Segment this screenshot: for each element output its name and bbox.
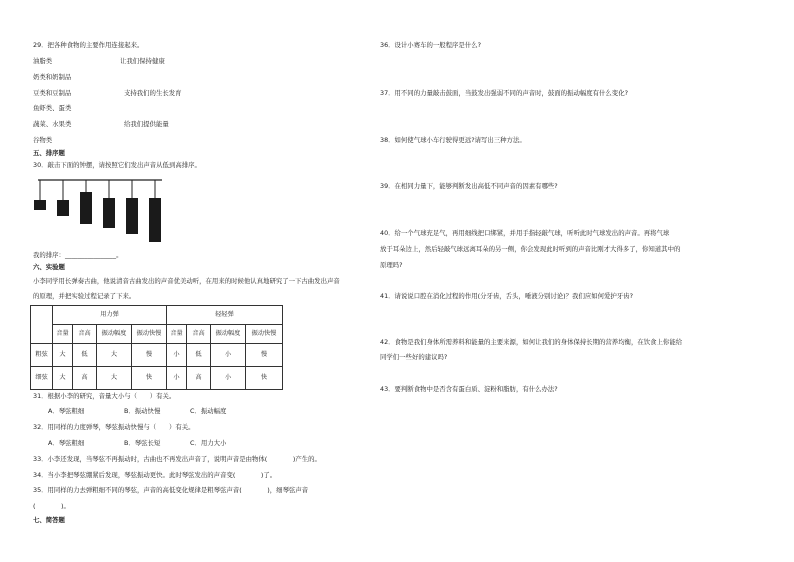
question-40-cont: 原理吗?	[380, 261, 403, 269]
column-header: 振动幅度	[211, 325, 246, 344]
section-5-heading: 五、排序题	[33, 149, 65, 157]
table-cell: 高	[187, 367, 211, 390]
food-item: 蔬菜、水果类	[33, 120, 72, 128]
group-header: 轻轻弹	[167, 306, 283, 325]
table-cell: 大	[97, 367, 132, 390]
option-a: A．琴弦粗细	[48, 407, 85, 415]
question-41: 41．请说说口腔在消化过程的作用(分牙齿，舌头，唾液分别讨论)？我们应如何爱护牙齿?	[380, 292, 633, 300]
table-cell: 慢	[246, 344, 283, 367]
table-cell: 快	[246, 367, 283, 390]
food-item: 豆类和豆制品	[33, 89, 72, 97]
option-c: C．用力大小	[190, 439, 227, 447]
table-row	[31, 344, 283, 367]
question-37: 37．用不同的力量敲击鼓面，当鼓发出强弱不同的声音时，鼓面的振动幅度有什么变化?	[380, 89, 628, 97]
question-32: 32．用同样的力度弹琴，琴弦振动快慢与（ ）有关。	[33, 423, 195, 431]
food-item: 奶类和奶制品	[33, 73, 72, 81]
table-corner-cell	[31, 306, 53, 344]
question-42: 42．食物是我们身体所需养料和能量的主要来源，如何让我们的身体保持长期的营养均衡，在饮食上你能给	[380, 338, 683, 346]
row-label: 细弦	[31, 367, 53, 390]
food-function: 给我们提供能量	[124, 120, 169, 128]
table-cell: 小	[211, 367, 246, 390]
column-header: 振动幅度	[97, 325, 132, 344]
table-cell: 慢	[132, 344, 167, 367]
table-cell: 小	[167, 367, 187, 390]
column-header: 音高	[73, 325, 97, 344]
option-a: A．琴弦粗细	[48, 439, 85, 447]
question-35-cont: ( )。	[33, 502, 70, 510]
option-b: B．琴弦长短	[124, 439, 161, 447]
my-order-line: 我的排序：________________。	[33, 251, 123, 259]
pendulum-chimes-figure	[30, 176, 170, 246]
food-item: 油脂类	[33, 57, 53, 65]
option-c: C．振动幅度	[190, 407, 227, 415]
question-38: 38．如何使气球小车行驶得更远?请写出三种方法。	[380, 136, 526, 144]
question-36: 36．设计小赛车的一般程序是什么?	[380, 41, 481, 49]
section-7-heading: 七、简答题	[33, 516, 65, 524]
experiment-text: 的原理，并把实验过程记录了下来。	[33, 292, 136, 300]
table-cell: 大	[53, 367, 73, 390]
question-39: 39．在相同力量下，能够判断发出高低不同声音的因素有哪些?	[380, 182, 558, 190]
option-b: B．振动快慢	[124, 407, 161, 415]
table-cell: 快	[132, 367, 167, 390]
food-item: 谷物类	[33, 136, 53, 144]
table-cell: 小	[167, 344, 187, 367]
question-40: 40．给一个气球充足气，再用细线把口绑紧，并用手指轻敲气球，听听此时气球发出的声音。再将气球	[380, 229, 670, 237]
question-30: 30．敲击下面的钟摆，请按照它们发出声音从低到高排序。	[33, 161, 201, 169]
table-cell: 大	[53, 344, 73, 367]
group-header: 用力弹	[53, 306, 167, 325]
column-header: 音量	[167, 325, 187, 344]
experiment-table	[30, 305, 283, 390]
row-label: 粗弦	[31, 344, 53, 367]
question-42-cont: 同学们一些好的建议吗?	[380, 353, 448, 361]
table-row	[31, 367, 283, 390]
column-header: 振动快慢	[132, 325, 167, 344]
question-34: 34．当小李把琴弦绷紧后发现，琴弦振动更快。此时琴弦发出的声音变( )了。	[33, 471, 277, 479]
column-header: 振动快慢	[246, 325, 283, 344]
table-cell: 低	[73, 344, 97, 367]
table-cell: 高	[73, 367, 97, 390]
question-31: 31．根据小李的研究，音量大小与（ ）有关。	[33, 392, 176, 400]
question-40-cont: 放于耳朵边上，然后轻敲气球远离耳朵的另一侧，你会发现此时听到的声音比刚才大得多了，你知道其中的	[380, 245, 681, 253]
question-43: 43．要判断食物中是否含有蛋白质、淀粉和脂肪，有什么办法?	[380, 385, 558, 393]
food-item: 鱼虾类、蛋类	[33, 104, 72, 112]
column-header: 音高	[187, 325, 211, 344]
section-6-heading: 六、实验题	[33, 263, 65, 271]
question-33: 33．小李还发现，当琴弦不再振动时，古曲也不再发出声音了，说明声音是由物体( )产生的。	[33, 455, 321, 463]
question-29: 29．把各种食物的主要作用连接起来。	[33, 41, 144, 49]
food-function: 让我们保持健康	[120, 57, 165, 65]
column-header: 音量	[53, 325, 73, 344]
food-function: 支持我们的生长发育	[124, 89, 182, 97]
table-cell: 低	[187, 344, 211, 367]
table-cell: 小	[211, 344, 246, 367]
question-35: 35．用同样的力去弹粗细不同的琴弦，声音的高低变化规律是粗琴弦声音( )，细琴弦声音	[33, 486, 309, 494]
experiment-text: 小李同学用长弹奏古曲，他说清音古曲发出的声音优美动听，在用来的时候他认真地研究了一下古曲发出声音	[33, 277, 340, 285]
table-cell: 大	[97, 344, 132, 367]
